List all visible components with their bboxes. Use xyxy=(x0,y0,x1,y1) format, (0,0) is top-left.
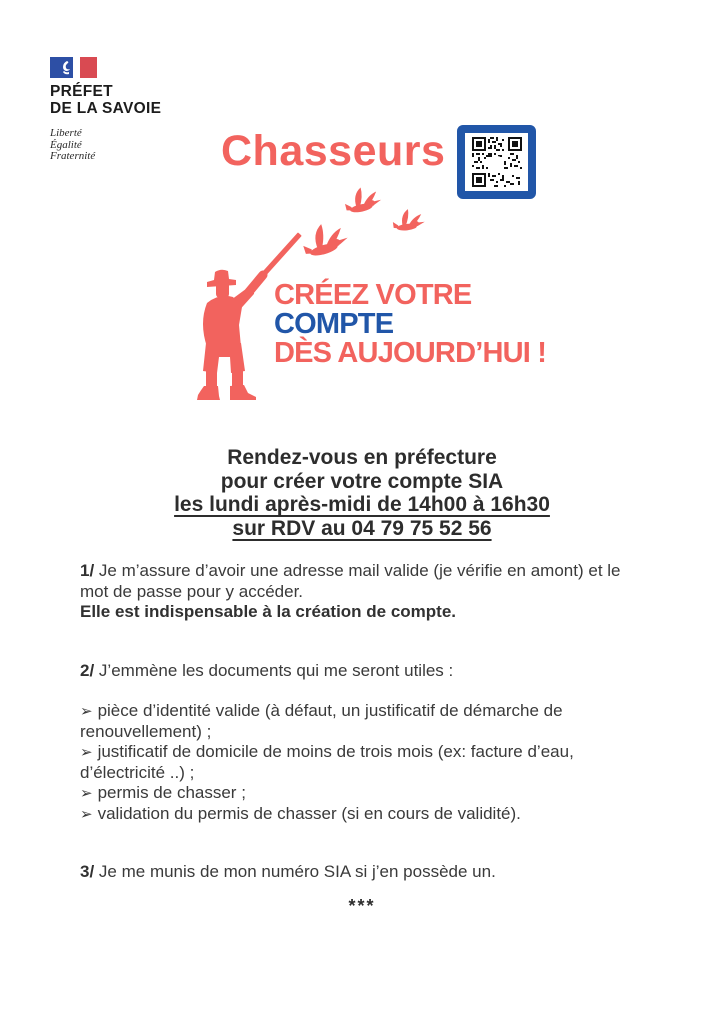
footer-separator: *** xyxy=(348,896,376,916)
flying-birds-icon xyxy=(302,187,426,258)
poster-title: Chasseurs xyxy=(221,127,446,175)
point-1-bold-note: Elle est indispensable à la création de compte. xyxy=(80,602,457,621)
bullet-3-line-1: permis de chasser ; xyxy=(97,783,246,802)
headline xyxy=(274,281,546,368)
point-1 xyxy=(80,561,680,623)
french-flag-icon xyxy=(50,57,161,79)
point-2-text: J’emmène les documents qui me seront utiles : xyxy=(98,661,454,680)
flag-white-block xyxy=(73,57,80,78)
qr-code-icon xyxy=(457,125,536,199)
appointment-line-3: les lundi après-midi de 14h00 à 16h30 xyxy=(174,493,550,516)
gov-logo xyxy=(50,57,161,163)
qr-code-pattern xyxy=(472,137,522,187)
prefecture-name xyxy=(50,83,161,117)
bullet-item-1 xyxy=(80,701,680,742)
bullet-arrow-icon: ➢ xyxy=(80,804,93,823)
bullet-item-4 xyxy=(80,804,680,825)
prefecture-name-line2: DE LA SAVOIE xyxy=(50,100,162,117)
point-2 xyxy=(80,661,680,682)
appointment-line-1: Rendez-vous en préfecture xyxy=(227,446,497,469)
bullet-2-line-2: d’électricité ..) ; xyxy=(80,762,195,782)
prefecture-name-line1: PRÉFET xyxy=(50,83,113,100)
appointment-phone: sur RDV au 04 79 75 52 56 xyxy=(232,516,492,540)
appointment-block xyxy=(0,446,724,540)
point-1-line-1: Je m’assure d’avoir une adresse mail valide (je vérifie en amont) et le xyxy=(98,561,621,580)
flag-blue-block xyxy=(50,57,73,78)
headline-line-1: CRÉEZ VOTRE xyxy=(274,279,472,311)
bullet-item-2 xyxy=(80,742,680,783)
bullet-4-line-1: validation du permis de chasser (si en cours de validité). xyxy=(97,803,521,823)
appointment-line-2: pour créer votre compte SIA xyxy=(220,469,504,493)
motto-line3: Fraternité xyxy=(50,150,96,162)
marianne-icon xyxy=(57,59,73,76)
bullet-arrow-icon: ➢ xyxy=(80,743,93,761)
bullet-list xyxy=(80,701,680,824)
point-1-number: 1/ xyxy=(80,561,95,580)
motto xyxy=(50,128,161,163)
bullet-item-3 xyxy=(80,783,680,804)
bullet-arrow-icon: ➢ xyxy=(80,702,93,720)
point-3-number: 3/ xyxy=(80,862,95,881)
bullet-1-line-2: renouvellement) ; xyxy=(80,721,212,741)
bullet-arrow-icon: ➢ xyxy=(80,784,93,802)
motto-line2: Égalité xyxy=(50,138,82,151)
flag-red-block xyxy=(80,57,97,78)
headline-line-3: DÈS AUJOURD’HUI ! xyxy=(274,337,547,369)
point-2-number: 2/ xyxy=(80,661,95,680)
motto-line1: Liberté xyxy=(50,127,82,139)
point-3-text: Je me munis de mon numéro SIA si j’en possède un. xyxy=(98,862,496,881)
point-3 xyxy=(80,862,680,883)
bullet-2-line-1: justificatif de domicile de moins de trois mois (ex: facture d’eau, xyxy=(97,742,574,761)
bullet-1-line-1: pièce d’identité valide (à défaut, un justificatif de démarche de xyxy=(97,701,563,720)
point-1-line-2: mot de passe pour y accéder. xyxy=(80,581,304,601)
headline-line-2: COMPTE xyxy=(274,308,394,340)
